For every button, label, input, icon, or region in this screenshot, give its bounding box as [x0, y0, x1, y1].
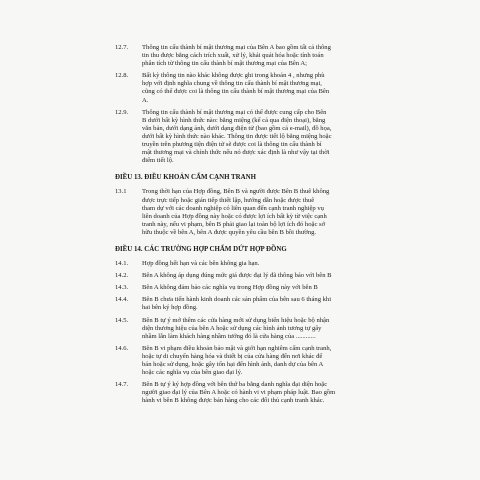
document-content: [115, 44, 437, 409]
clause-item: [115, 381, 437, 405]
clause-number: 14.3.: [115, 284, 129, 292]
clause-text-line: hai bên ký hợp đồng.: [142, 304, 198, 312]
clause-item: [115, 188, 437, 237]
clause-text-line: mật thương mại và chính thức nếu nó được xác định là như vậy tại thời: [142, 149, 330, 157]
clause-text-line: được trực tiếp hoặc gián tiếp thiết lập, hướng dẫn hoặc được thuê: [142, 196, 315, 204]
clause-text-line: hoặc các nghĩa vụ của bên giao đại lý.: [142, 369, 243, 377]
clause-text-line: Bên A không đảm bảo các nghĩa vụ trong Hợp đồng này với bên B: [142, 284, 318, 292]
clause-number: 12.8.: [115, 72, 129, 80]
clause-text-line: dưới bất kỳ hình thức nào khác. Thông tin được tiết lộ bằng miệng hoặc: [142, 132, 332, 140]
clause-text-line: bán hoặc sử dụng, hoặc gây tổn hại đến hình ảnh, danh dự của bên A: [142, 361, 324, 368]
clause-item: [115, 345, 437, 377]
clause-text-line: văn bản, dưới dạng ảnh, dưới dạng điện tử (bao gồm cả e-mail), đồ họa,: [142, 124, 332, 132]
clause-text-line: hoặc tự di chuyển hàng hóa và thiết bị của cửa hàng đến nơi khác để: [142, 352, 323, 360]
clause-text-line: Thông tin cấu thành bí mật thương mại có thể được cung cấp cho Bên: [142, 108, 327, 116]
clause-number: 12.7.: [115, 44, 129, 51]
clause-number: 12.9.: [115, 108, 129, 116]
clause-text: [142, 284, 437, 292]
clause-number: 13.1: [115, 188, 127, 196]
clause-text: [142, 260, 437, 268]
clause-item: [115, 296, 437, 312]
clause-number: 14.5.: [115, 316, 129, 324]
clause-text-line: Thông tin cấu thành bí mật thương mại của Bên A bao gồm tất cả thông: [142, 44, 331, 51]
clause-text-line: người giao đại lý của Bên A hoặc có hành vi vi phạm pháp luật. Bao gồm: [142, 389, 336, 397]
clause-text-line: hợp với định nghĩa chung về thông tin cấu thành bí mật thương mại,: [142, 80, 322, 88]
clause-text: [142, 44, 437, 68]
clause-text-line: truyền trên phương tiện điện tử sẽ được coi là thông tin cấu thành bí: [142, 141, 322, 149]
section-12-clauses: [115, 44, 437, 165]
clause-text-line: Hợp đồng hết hạn và các bên không gia hạn.: [142, 260, 260, 268]
section-13-heading: ĐIỀU 13. ĐIỀU KHOẢN CẤM CẠNH TRANH: [115, 174, 256, 182]
clause-text-line: cũng có thể được coi là thông tin cấu thành bí mật thương mại của Bên: [142, 88, 330, 96]
clause-text-line: Bên B chưa tiến hành kinh doanh các sản phẩm của bên sau 6 tháng khi: [142, 296, 332, 304]
clause-text-line: tham dự với các doanh nghiệp có liên quan đến cạnh tranh nghiệp vụ: [142, 204, 324, 212]
clause-text: [142, 296, 437, 312]
clause-text-line: tranh này, nếu vi phạm, bên B phải giao lại toàn bộ lợi ích đó hoặc sở: [142, 220, 326, 228]
clause-item: [115, 272, 437, 280]
clause-text-line: diện thương hiệu của bên A hoặc sử dụng các hình ảnh tương tự gây: [142, 324, 322, 332]
clause-item: [115, 44, 437, 68]
clause-text-line: điểm tiết lộ.: [142, 157, 174, 165]
clause-number: 14.1.: [115, 260, 129, 268]
clause-text: [142, 317, 437, 341]
clause-number: 14.2.: [115, 272, 129, 280]
clause-item: [115, 109, 437, 166]
clause-text: [142, 109, 437, 166]
clause-item: [115, 72, 437, 104]
clause-text-line: Trong thời hạn của Hợp đồng, Bên B và người được Bên B thuê không: [142, 188, 330, 196]
section-14-clauses: [115, 260, 437, 405]
clause-text-line: nhầm lẫn làm khách hàng nhầm tưởng đó là cửa hàng của ............: [142, 332, 316, 340]
clause-text-line: Bất kỳ thông tin nào khác không được ghi trong khoản 4 , nhưng phù: [142, 72, 325, 80]
clause-number: 14.6.: [115, 344, 129, 352]
section-14-heading: ĐIỀU 14. CÁC TRƯỜNG HỢP CHẤM DỨT HỢP ĐỒNG: [115, 245, 287, 253]
clause-text: [142, 272, 437, 280]
clause-text-line: tin thu được bằng cách trích xuất, xử lý, khái quát hóa hoặc tính toán: [142, 52, 324, 60]
clause-text-line: phân tích từ thông tin cấu thành bí mật thương mại của Bên A;: [142, 60, 308, 68]
clause-item: [115, 260, 437, 268]
margin-stamp-mark: [462, 225, 468, 251]
clause-text: [142, 381, 437, 405]
clause-text: [142, 72, 437, 104]
clause-item: [115, 317, 437, 341]
clause-text: [142, 345, 437, 377]
clause-text-line: Bên B vi phạm điều khoản bảo mật và giới hạn nghiêm cấm cạnh tranh,: [142, 344, 332, 352]
clause-text-line: hữu thuộc về bên A, bên A được quyền yêu cầu bên B bồi thường.: [142, 228, 317, 236]
clause-text-line: hành vi bên B không được bán hàng cho các đối thủ cạnh tranh khác.: [142, 397, 325, 405]
section-13-clauses: [115, 188, 437, 237]
clause-text: [142, 188, 437, 237]
clause-text-line: Bên B tự ý mở thêm các cửa hàng mới sử dụng biển hiệu hoặc bộ nhận: [142, 316, 330, 324]
clause-text-line: B dưới bất kỳ hình thức nào: bằng miệng (kể cả qua điện thoại), bằng: [142, 116, 326, 124]
clause-number: 14.4.: [115, 296, 129, 304]
clause-text-line: Bên A không áp dụng đúng mức giá được đại lý đã thông báo với bên B: [142, 272, 332, 280]
clause-text-line: A.: [142, 96, 149, 104]
clause-item: [115, 284, 437, 292]
clause-text-line: Bên B tự ý ký hợp đồng với bên thứ ba bằng danh nghĩa đại diện hoặc: [142, 381, 328, 389]
clause-number: 14.7.: [115, 381, 129, 389]
clause-text-line: liên doanh của Hợp đồng này hoặc có được lợi ích bất kỳ từ việc cạnh: [142, 212, 327, 220]
